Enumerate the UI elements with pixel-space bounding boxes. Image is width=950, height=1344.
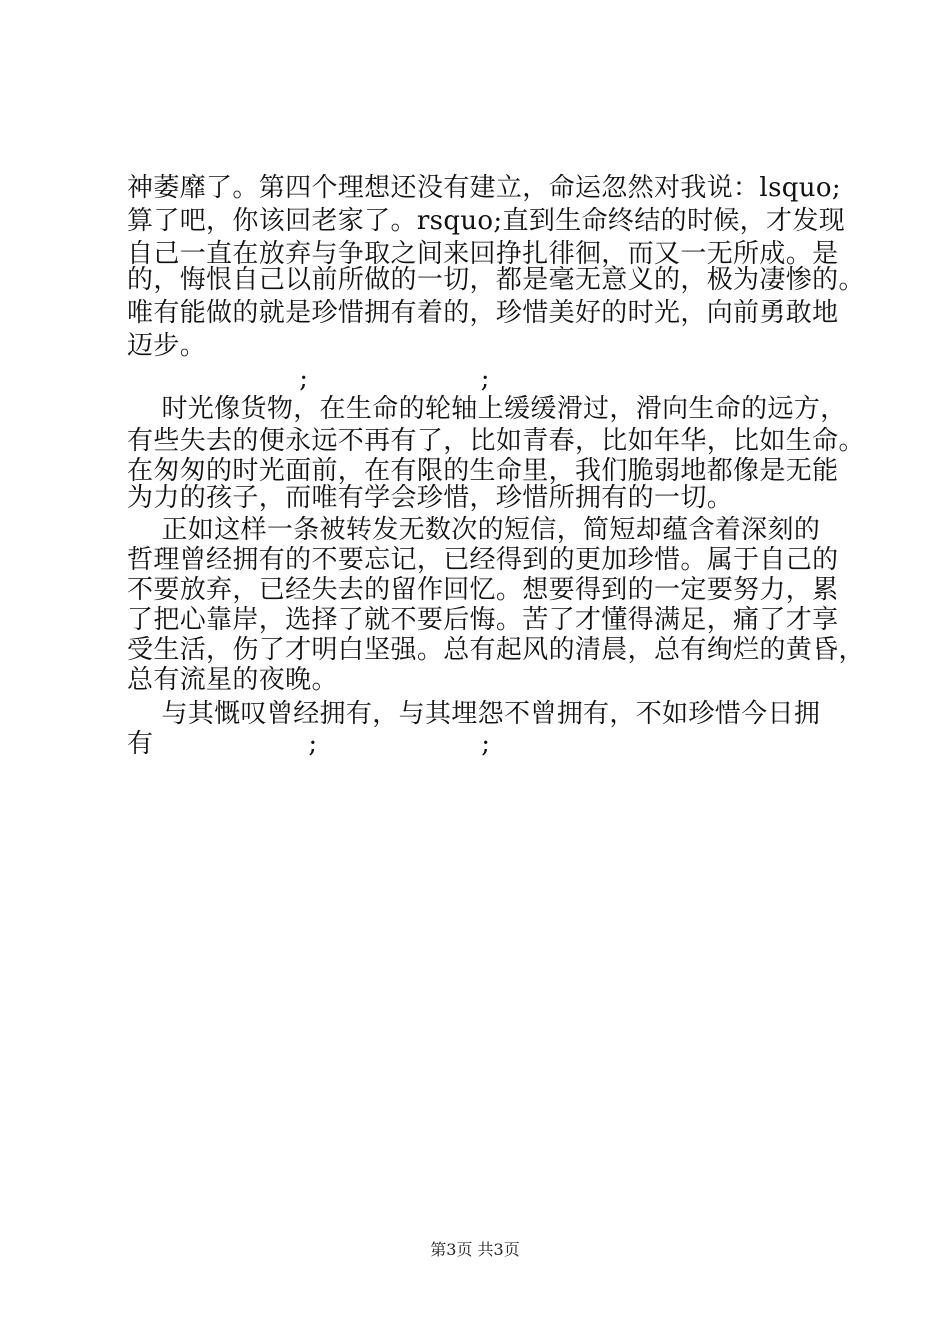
text-line: 受生活，伤了才明白坚强。总有起风的清晨，总有绚烂的黄昏， — [127, 635, 865, 665]
text-line: 与其慨叹曾经拥有，与其埋怨不曾拥有，不如珍惜今日拥 — [127, 699, 821, 729]
text-line: 哲理曾经拥有的不要忘记，已经得到的更加珍惜。属于自己的 — [127, 545, 839, 575]
text-line: 正如这样一条被转发无数次的短信，简短却蕴含着深刻的 — [127, 515, 821, 545]
text-line: 迈步。 — [127, 331, 207, 361]
text-line: 有些失去的便永远不再有了，比如青春，比如年华，比如生命。 — [127, 426, 865, 456]
text-line: 算了吧，你该回老家了。rsquo;直到生命终结的时候，才发现 — [127, 206, 846, 236]
text-line: 了把心靠岸，选择了就不要后悔。苦了才懂得满足，痛了才享 — [127, 605, 839, 635]
text-line: 为力的孩子，而唯有学会珍惜，珍惜所拥有的一切。 — [127, 483, 734, 513]
text-line: 总有流星的夜晚。 — [127, 665, 338, 695]
text-line: 有 ; ; — [127, 729, 491, 759]
text-line: 时光像货物，在生命的轮轴上缓缓滑过，滑向生命的远方， — [127, 394, 847, 424]
text-line: 唯有能做的就是珍惜拥有着的，珍惜美好的时光，向前勇敢地 — [127, 298, 839, 328]
text-line: 不要放弃，已经失去的留作回忆。想要得到的一定要努力，累 — [127, 575, 839, 605]
text-line: 自己一直在放弃与争取之间来回挣扎徘徊，而又一无所成。是 — [127, 239, 839, 269]
text-line: 的，悔恨自己以前所做的一切，都是毫无意义的，极为凄惨的。 — [127, 265, 865, 295]
text-line: 神萎靡了。第四个理想还没有建立，命运忽然对我说：lsquo; — [127, 173, 841, 203]
page-number-footer: 第3页 共3页 — [430, 1240, 520, 1259]
text-line: ; ; — [127, 364, 490, 394]
text-line: 在匆匆的时光面前，在有限的生命里，我们脆弱地都像是无能 — [127, 456, 839, 486]
